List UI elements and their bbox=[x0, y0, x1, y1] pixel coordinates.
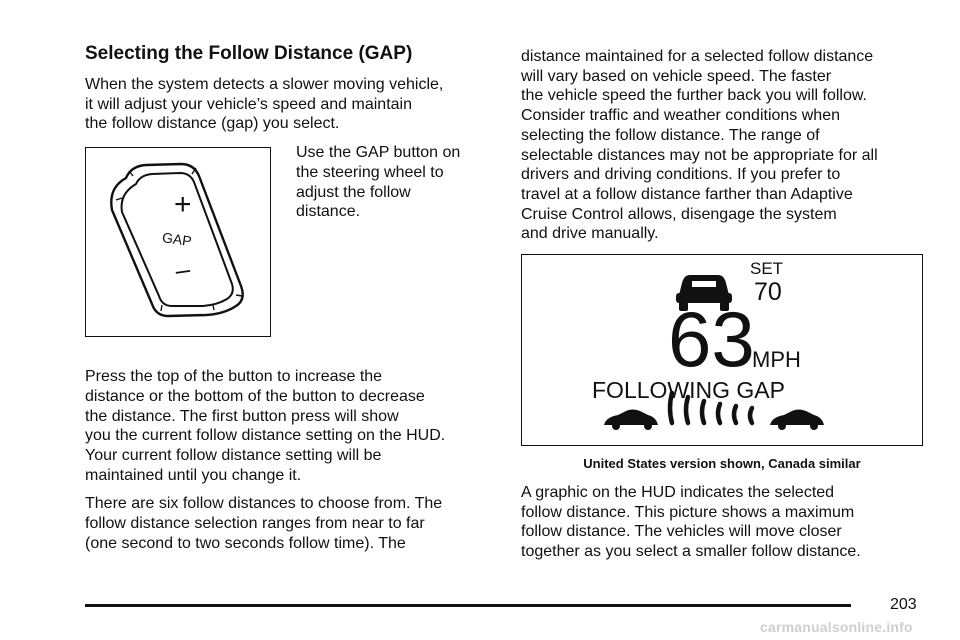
gap-bar bbox=[750, 408, 752, 423]
right-column bbox=[521, 47, 931, 244]
right-column-paragraph: distance maintained for a selected follow distance will vary based on vehicle speed. The faster the vehicle speed the further back you will follow. Consider traffic and weather conditions when selecting the follow distance. The range of selectable distances may not be appropriate for all drivers and driving conditions. If you prefer to travel at a follow distance farther than Adaptive Cruise Control allows, disengage the system and drive manually. bbox=[521, 48, 878, 243]
gap-bar bbox=[734, 406, 736, 423]
watermark: carmanualsonline.info bbox=[760, 619, 913, 635]
press-paragraph: Press the top of the button to increase the distance or the bottom of the button to decrease the distance. The first button press will show you the current follow distance setting on the HUD. Your current follow distance setting will be maintained until you change it. bbox=[85, 368, 446, 484]
gap-bar bbox=[702, 401, 704, 423]
plus-icon: + bbox=[174, 188, 192, 222]
graphic-paragraph: A graphic on the HUD indicates the selected follow distance. This picture shows a maximum follow distance. The vehicles will move closer together as you select a smaller follow distance. bbox=[521, 484, 861, 561]
hud-set-label: SET bbox=[750, 259, 784, 278]
page-number: 203 bbox=[890, 596, 917, 613]
hud-gap-label: FOLLOWING GAP bbox=[592, 377, 785, 403]
hud-current-speed: 63 bbox=[668, 295, 755, 383]
six-distances-paragraph: There are six follow distances to choose from. The follow distance selection ranges from near to far (one second to two seconds follow time). The bbox=[85, 495, 443, 552]
gap-label: GAP bbox=[161, 229, 193, 250]
hud-caption: United States version shown, Canada similar bbox=[583, 456, 861, 471]
lead-vehicle-icon bbox=[770, 410, 824, 431]
intro-paragraph: When the system detects a slower moving vehicle, it will adjust your vehicle’s speed and maintain the follow distance (gap) you select. bbox=[85, 76, 444, 133]
gap-button-labels bbox=[86, 148, 272, 338]
minus-icon: – bbox=[173, 253, 192, 286]
hud-speed-unit: MPH bbox=[752, 347, 801, 372]
gap-bar bbox=[718, 404, 720, 423]
own-vehicle-icon bbox=[604, 410, 658, 431]
gap-button-row bbox=[85, 144, 495, 339]
hud-set-speed: 70 bbox=[754, 278, 782, 306]
footer-rule bbox=[85, 604, 851, 607]
right-column-bottom bbox=[521, 483, 931, 562]
gap-bar bbox=[686, 397, 688, 423]
gap-bar bbox=[670, 393, 672, 423]
hud-display bbox=[521, 254, 923, 446]
gap-button-illustration bbox=[85, 147, 271, 337]
hud-graphic bbox=[522, 255, 924, 447]
section-title: Selecting the Follow Distance (GAP) bbox=[85, 43, 413, 64]
gap-instructions: Use the GAP button on the steering wheel to adjust the follow distance. bbox=[296, 144, 461, 221]
left-column bbox=[85, 42, 495, 553]
